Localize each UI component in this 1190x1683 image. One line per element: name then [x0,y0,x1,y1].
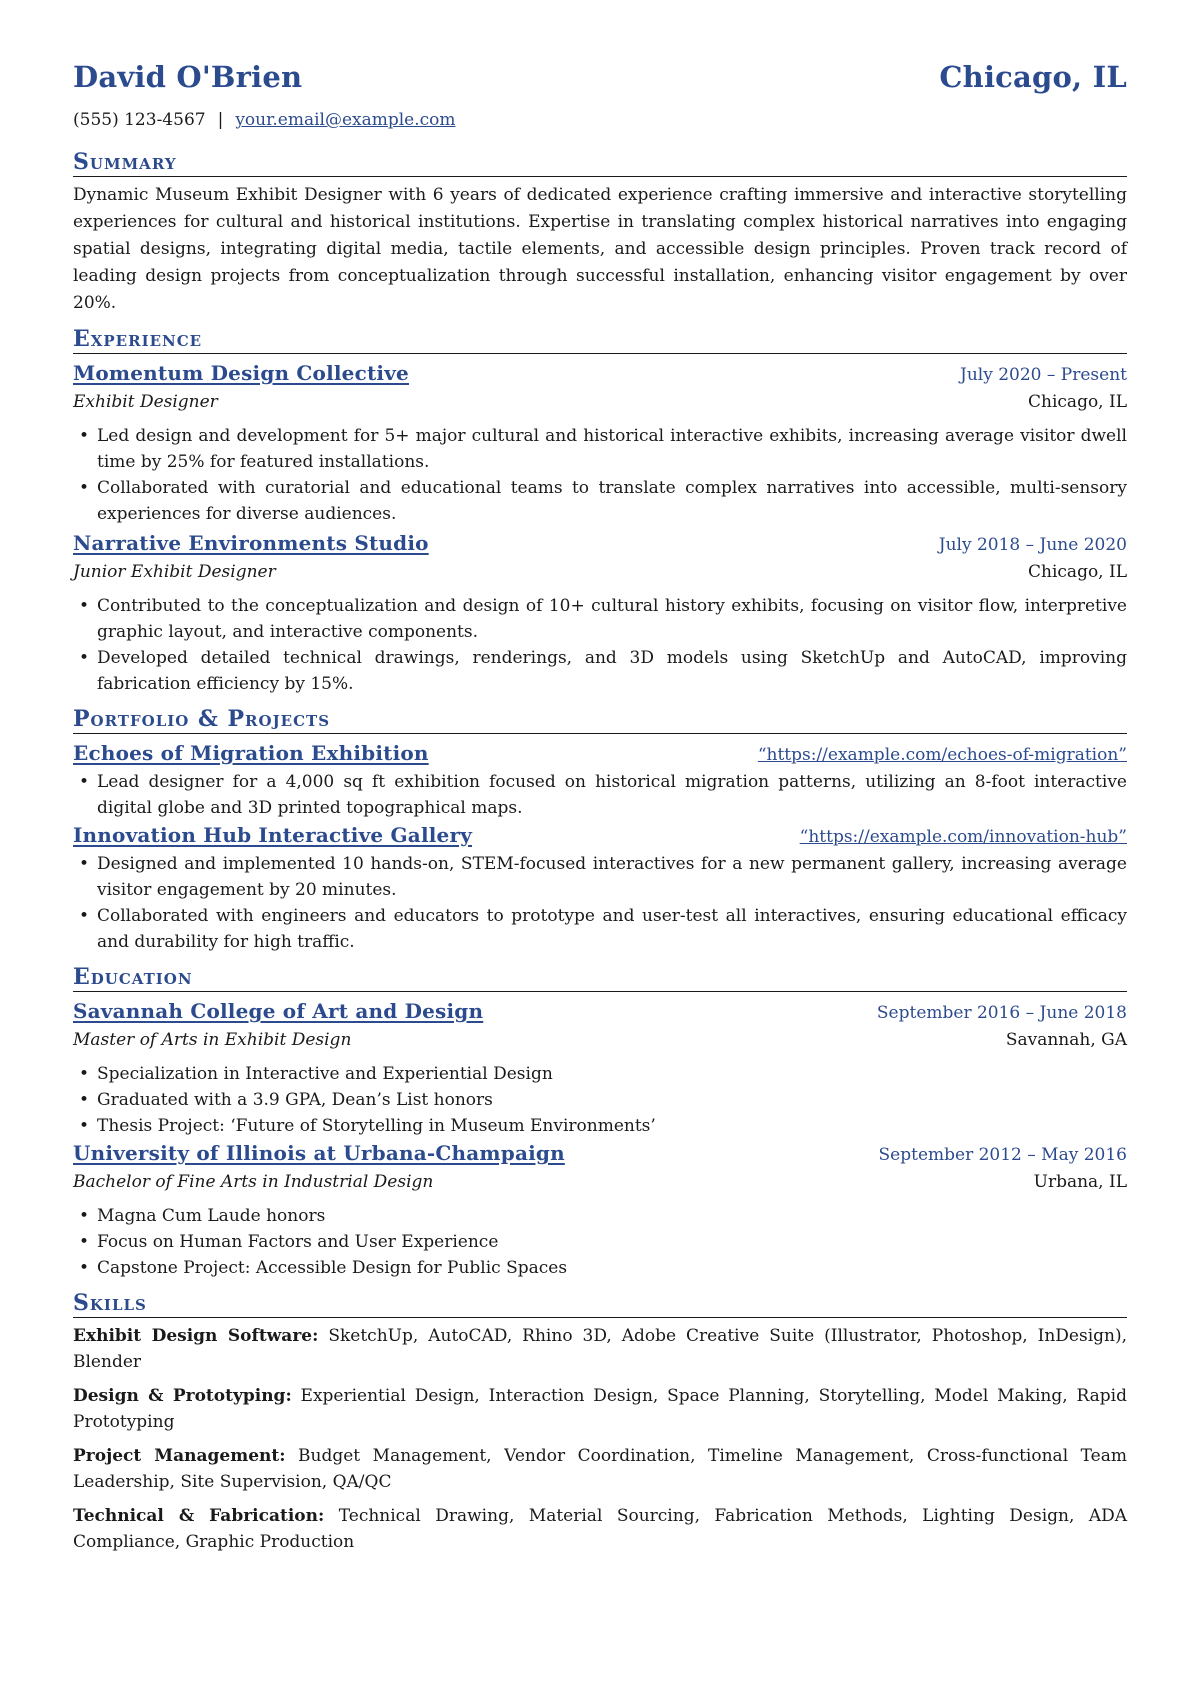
degree-title: Bachelor of Fine Arts in Industrial Design [73,1172,434,1192]
candidate-name: David O'Brien [73,60,303,94]
bullet-item: • Focus on Human Factors and User Experience [73,1229,1127,1255]
candidate-location: Chicago, IL [939,60,1127,94]
resume-page [73,60,1127,1563]
company-name-link[interactable]: Narrative Environments Studio [73,531,429,555]
skill-row [73,1443,1127,1495]
school-location: Urbana, IL [1033,1172,1127,1192]
project-name-link[interactable]: Echoes of Migration Exhibition [73,741,429,765]
resume-header [73,60,1127,104]
job-location: Chicago, IL [1028,562,1127,582]
bullet-item: • Thesis Project: ‘Future of Storytelling in Museum Environments’ [73,1113,1127,1139]
experience-entry [73,359,1127,527]
bullet-item: • Graduated with a 3.9 GPA, Dean’s List honors [73,1087,1127,1113]
project-entry [73,739,1127,821]
skill-values: Budget Management, Vendor Coordination, Timeline Management, Cross-functional Team Leadership, Site Supervision, QA/QC [73,1446,1127,1492]
skill-row [73,1383,1127,1435]
section-title-experience: Experience [73,326,1127,354]
project-name-link[interactable]: Innovation Hub Interactive Gallery [73,823,473,847]
education-dates: September 2016 – June 2018 [876,1003,1127,1023]
section-title-projects: Portfolio & Projects [73,706,1127,734]
degree-title: Master of Arts in Exhibit Design [73,1030,352,1050]
bullet-list [73,1203,1127,1281]
employment-dates: July 2020 – Present [960,365,1127,385]
section-title-skills: Skills [73,1290,1127,1318]
education-entry [73,1139,1127,1281]
project-entry [73,821,1127,955]
section-title-summary: Summary [73,149,1127,177]
company-name-link[interactable]: Momentum Design Collective [73,361,409,385]
bullet-item: • Designed and implemented 10 hands-on, STEM-focused interactives for a new permanent gallery, increasing average visitor engagement by 20 minutes. [73,851,1127,903]
job-title: Junior Exhibit Designer [73,562,276,582]
bullet-item: • Developed detailed technical drawings, renderings, and 3D models using SketchUp and AutoCAD, improving fabrication efficiency by 15%. [73,645,1127,697]
contact-separator: | [217,110,224,130]
skill-category: Technical & Fabrication: [73,1506,325,1526]
education-dates: September 2012 – May 2016 [878,1145,1127,1165]
job-location: Chicago, IL [1028,392,1127,412]
bullet-list [73,423,1127,527]
bullet-list [73,593,1127,697]
school-location: Savannah, GA [1005,1030,1127,1050]
phone-number: (555) 123-4567 [73,110,206,130]
skill-values: Technical Drawing, Material Sourcing, Fabrication Methods, Lighting Design, ADA Compliance, Graphic Production [73,1506,1128,1552]
skill-values: SketchUp, AutoCAD, Rhino 3D, Adobe Creative Suite (Illustrator, Photoshop, InDesign), Blender [73,1326,1128,1372]
skill-row [73,1503,1127,1555]
bullet-item: • Contributed to the conceptualization and design of 10+ cultural history exhibits, focusing on visitor flow, interpretive graphic layout, and interactive components. [73,593,1127,645]
job-title: Exhibit Designer [73,392,218,412]
education-entry [73,997,1127,1139]
bullet-list [73,1061,1127,1139]
bullet-item: • Magna Cum Laude honors [73,1203,1127,1229]
project-url-link[interactable]: “https://example.com/innovation-hub” [799,827,1127,847]
bullet-list [73,769,1127,821]
project-url-link[interactable]: “https://example.com/echoes-of-migration” [757,745,1127,765]
skill-row [73,1323,1127,1375]
school-name-link[interactable]: Savannah College of Art and Design [73,999,484,1023]
employment-dates: July 2018 – June 2020 [938,535,1127,555]
school-name-link[interactable]: University of Illinois at Urbana-Champaign [73,1141,565,1165]
bullet-list [73,851,1127,955]
summary-text: Dynamic Museum Exhibit Designer with 6 years of dedicated experience crafting immersive and interactive storytelling experiences for cultural and historical institutions. Expertise in translating complex historical narratives into engaging spatial designs, integrating digital media, tactile elements, and accessible design principles. Proven track record of leading design projects from conceptualization through successful installation, enhancing visitor engagement by over 20%. [73,185,1127,313]
bullet-item: • Collaborated with curatorial and educational teams to translate complex narratives into accessible, multi-sensory experiences for diverse audiences. [73,475,1127,527]
section-title-education: Education [73,964,1127,992]
email-link[interactable]: your.email@example.com [235,110,456,130]
contact-line [73,110,1127,140]
experience-entry [73,529,1127,697]
bullet-item: • Lead designer for a 4,000 sq ft exhibition focused on historical migration patterns, utilizing an 8-foot interactive digital globe and 3D printed topographical maps. [73,769,1127,821]
skill-values: Experiential Design, Interaction Design, Space Planning, Storytelling, Model Making, Rapid Prototyping [73,1386,1127,1432]
bullet-item: • Capstone Project: Accessible Design for Public Spaces [73,1255,1127,1281]
skill-category: Design & Prototyping: [73,1386,292,1406]
bullet-item: • Led design and development for 5+ major cultural and historical interactive exhibits, increasing average visitor dwell time by 25% for featured installations. [73,423,1127,475]
bullet-item: • Collaborated with engineers and educators to prototype and user-test all interactives, ensuring educational efficacy and durability for high traffic. [73,903,1127,955]
skill-category: Exhibit Design Software: [73,1326,319,1346]
bullet-item: • Specialization in Interactive and Experiential Design [73,1061,1127,1087]
skill-category: Project Management: [73,1446,286,1466]
